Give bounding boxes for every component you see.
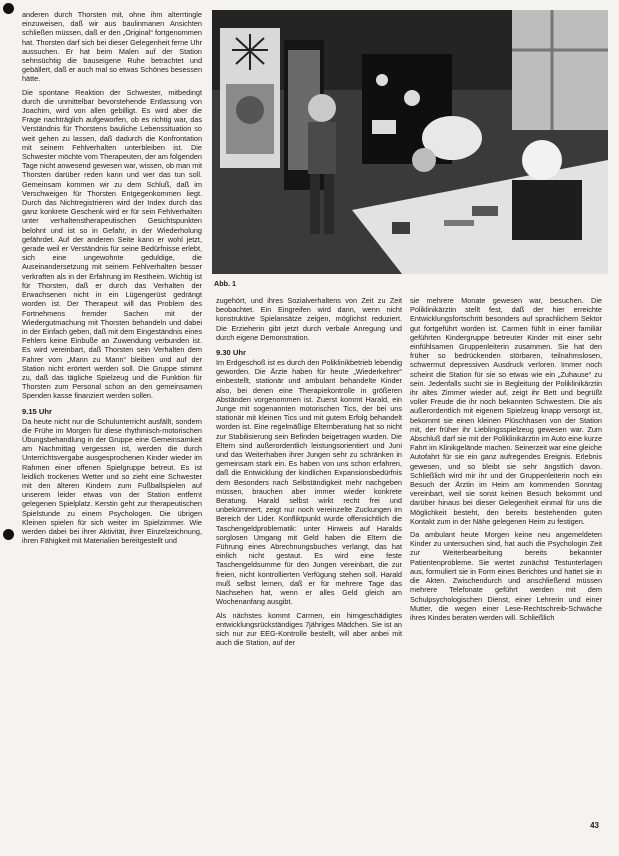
text-column-left <box>22 10 202 838</box>
figure-caption: Abb. 1 <box>214 279 236 288</box>
paragraph: Die spontane Reaktion der Schwester, mitbedingt durch die unmittelbar bevorstehende Entlassung von Joachim, wird von allen gebilligt. Es wird aber die Frage nachträglich aufgeworfen, ob es richtig war, das Verständnis für Thorstens bauliche Lebenssituation so weit gehen zu lassen, daß dadurch die Konfrontation mit seinem Fehlverhalten unterbleiben ist. Die Schwester möchte vom Therapeuten, der am folgenden Tage nicht anwesend gewesen war, wissen, ob man mit Thorsten darüber reden kann und wer das tun soll. Gemeinsam kommen wir zu dem Schluß, daß im Verschweigen für Thorsten Entgegenkommen liegt. Durch das Nichtregistrieren wird der Index durch das ganz konkrete Geschenk wird er für sein Fehlverhalten unter verhaltenstherapeutischen Gesichtspunkten belohnt und ist so in Gefahr, in der Wiederholung gefährdet. Auf der anderen Seite kann er wohl jetzt, gerade weil er Verständnis für seine Bedürfnisse erlebt, sich eine ungewohnte geduldige, die Auseinandersetzung mit seinem Fehlverhalten besser verkraften als in der Erfahrung im Restheim. Wichtig ist für Thorsten, daß er durch das Verhalten der Erwachsenen nicht in ein Lügengerüst gedrängt worden ist. Der Therapeut will das Problem des Fortnehmens fremder Sachen mit der Wiedergutmachung mit Thorsten behandeln und dabei in der Einfach geben, daß mit dem Eingeständnis eines Fehlers keine Einbuße an Zuwendung verbunden ist. Es wird vereinbart, daß Thorsten sein Verhalten dem Fahrer vom „Mann zu Mann“ bleiben und auf der Station nicht erörtert werden soll. Die Gruppe stimmt zu, daß das tägliche Spielzeug und die Funktion für Thorsten zum Personal schon an den gemeinsamen Spenden kasse finanziert werden sollen. <box>22 87 202 401</box>
paragraph: sie mehrere Monate gewesen war, besuchen. Die Poliklinikärztin stellt fest, daß der hier erreichte Entwicklungsfortschritt besonders auf sprachlichem Sektor gut fortgeführt worden ist. Carmen fühlt in einer familiär geführten Kindergruppe betreuter Kinder mit einer sehr einfühlsamen Gruppenleiterin zusammen. Sie hat den früher so bedrückenden störbaren, teilnahmslosen, schwermut depressiven Ausdruck verloren. Immer noch scheint die Station für sie so etwas wie ein „Zuhause“ zu sein. Jedenfalls sucht sie in Begleitung der Poliklinikärztin ihr altes Zimmer wieder auf, zeigt ihr Bett und begrüßt voller Freude die ihr noch bekannten Schwestern. Die als außerordentlich mit eigenem Spielzeug knapp versorgt ist, bekommt sie einen kleinen Plüschhasen von der Station mit, der früher ihr Lieblingsspielzeug gewesen war. Zum Abschluß darf sie mit der Poliklinikärztin im Auto eine kurze Fahrt im Klinikgelände machen. Seinerzeit war eine gleiche Autofahrt für sie ein ganz aufregendes Ereignis. Erlebnis gewesen, und so bleibt sie sehr ängstlich davon. Schließlich wird mir ihr und der Gruppenleiterin noch ein Besuch der Ärztin im Heim am kommenden Sonntag vereinbart, weil sie sonst keinen Besuch bekommt und darüber hinaus bei dieser Gelegenheit einmal für uns die Möglichkeit besteht, den bereits bestehenden guten Kontakt zum in der Nähe gelegenen Heim zu festigen. <box>410 296 602 526</box>
punch-hole-middle <box>3 529 14 540</box>
figure-photo <box>212 10 608 274</box>
paragraph: anderen durch Thorsten mit, ohne ihm alterrtingle einzuweisen, daß wir aus baulinmanen Ansichten schließen müssen, daß er den „Original“ fortgenommen hat. Thorsten darf sich bei dieser Gelegenheit ferne Uhr aussuchen. Er hat beim Malen auf der Station sehnsüchtig die bauseigene Ruhe betrachtet und gebällert, daß er auch mal so etwas Schönes besessen hätte. <box>22 10 202 84</box>
paragraph: Als nächstes kommt Carmen, ein hirngeschädigtes entwicklungsrückständiges 7jähriges Mädchen. Sie ist an sich nur zur EEG-Kontrolle bestellt, will aber anbei mit auch die Station, auf der <box>216 610 402 648</box>
paragraph: Im Erdgeschoß ist es durch den Poliklinikbetrieb lebendig geworden. Die Ärzte haben für heute „Wiederkehrer“ einbestellt, stationär und ambulant behandelte Kinder also, bei denen eine Therapiekontrolle in größeren Abständen vorgenommen ist. Zuerst kommt Harald, ein Junge mit sogenannten motorischen Tics, der bei uns stationär mit kleinen Tics und mit gutem Erfolg behandelt worden ist. Eine regelmäßige Elternberatung hat so nicht zur Stabilisierung sein Befinden beigetragen wurden. Die Eltern sind außerordentlich leistungsorientiert und Juni und das Weiterhaben ihrer Jungen sehr zu schränken in gemeinsam stark ein. Es haben von uns schon erfahren, daß die Entwicklung der kindlichen Expansionsbedürfnis dem Besonders nach Selbständigkeit mehr nachgeben müssen, brauchen aber immer wieder konkrete Beratung. Harald selbst wirkt recht frei und unbekümmert, zeigt nur noch vereinzelte Zuckungen im Bereich der Lider. Konfliktpunkt wurde offensichtlich die Taschengeldproblematik: unter Hinweis auf Haralds sorglosen Umgang mit Geld haben die Eltern die Führung eines Abrechnungsbuches verlangt, das hat einlich nicht gestaut. Es wird eine feste Taschengeldsumme für den Jungen vereinbart, die zur freien, nicht kontrollierten Verfügung stehen soll. Harald muß selbst lernen, daß er für mehrere Tage das Nachsehen hat, wenn er alles Geld gleich am Wochenanfang ausgibt. <box>216 358 402 607</box>
page-number: 43 <box>590 821 599 830</box>
time-heading-915: 9.15 Uhr <box>22 406 52 416</box>
paragraph: Da heute nicht nur die Schulunterricht ausfällt, sondern die Frühe im Morgen für diese rhythmisch-motorischen Übungsbehandlung in der Gruppe eine Gemeinsamkeit am Nachmittag vergessen ist, werden die durch Unterrichtsvergabe ausgesprochenen Kinder wieder im Rahmen einer offenen Spielgruppe betreut. Es ist leidlich trockenes Wetter und so zieht eine Schwester mit den älteren Kindern zum Fußballspielen auf unserem leider etwas von der Station entfernt gelegenen Spielplatz. Kerstin geht zur therapeutischen Spielstunde zu einem Psychologen. Die übrigen Kleinen spielen für sich weiter im Spielzimmer. Wie werden dabei bei ihrer Aktivität, ihrer Einzelzeichnung, ihren Fähigkeit mit Materialien bereitgestellt und <box>22 416 202 546</box>
paragraph: zugehört, und ihres Sozialverhaltens von Zeit zu Zeit beobachtet. Ein Eingreifen wird dann, wenn nicht konstruktive Spielansätze zeigen, möglichst reduziert. Die Erzieherin gibt jetzt durch verbale Anregung und durch eigene Demonstration. <box>216 296 402 342</box>
paragraph: Da ambulant heute Morgen keine neu angemeldeten Kinder zu untersuchen sind, hat auch die Psychologin Zeit zur Weiterbearbeitung bereits bekannter Patientenprobleme. Sie wertet zunächst Testunterlagen aus, formuliert sie in Form eines Berichtes und hattet sie in die Akten. Zwischendurch und anschließend müssen mehrere Telefonate geführt werden mit dem Schulpsychologischen Dienst, einer Lehrerin und einer Mutter, die wegen einer Lese-Rechtschreib-Schwäche ihres Kindes beraten werden will. Schließlich <box>410 530 602 622</box>
time-heading-930: 9.30 Uhr <box>216 348 246 358</box>
text-column-middle <box>216 296 402 841</box>
punch-hole-top <box>3 3 14 14</box>
text-column-right <box>410 296 602 841</box>
photo-illustration <box>212 10 608 274</box>
